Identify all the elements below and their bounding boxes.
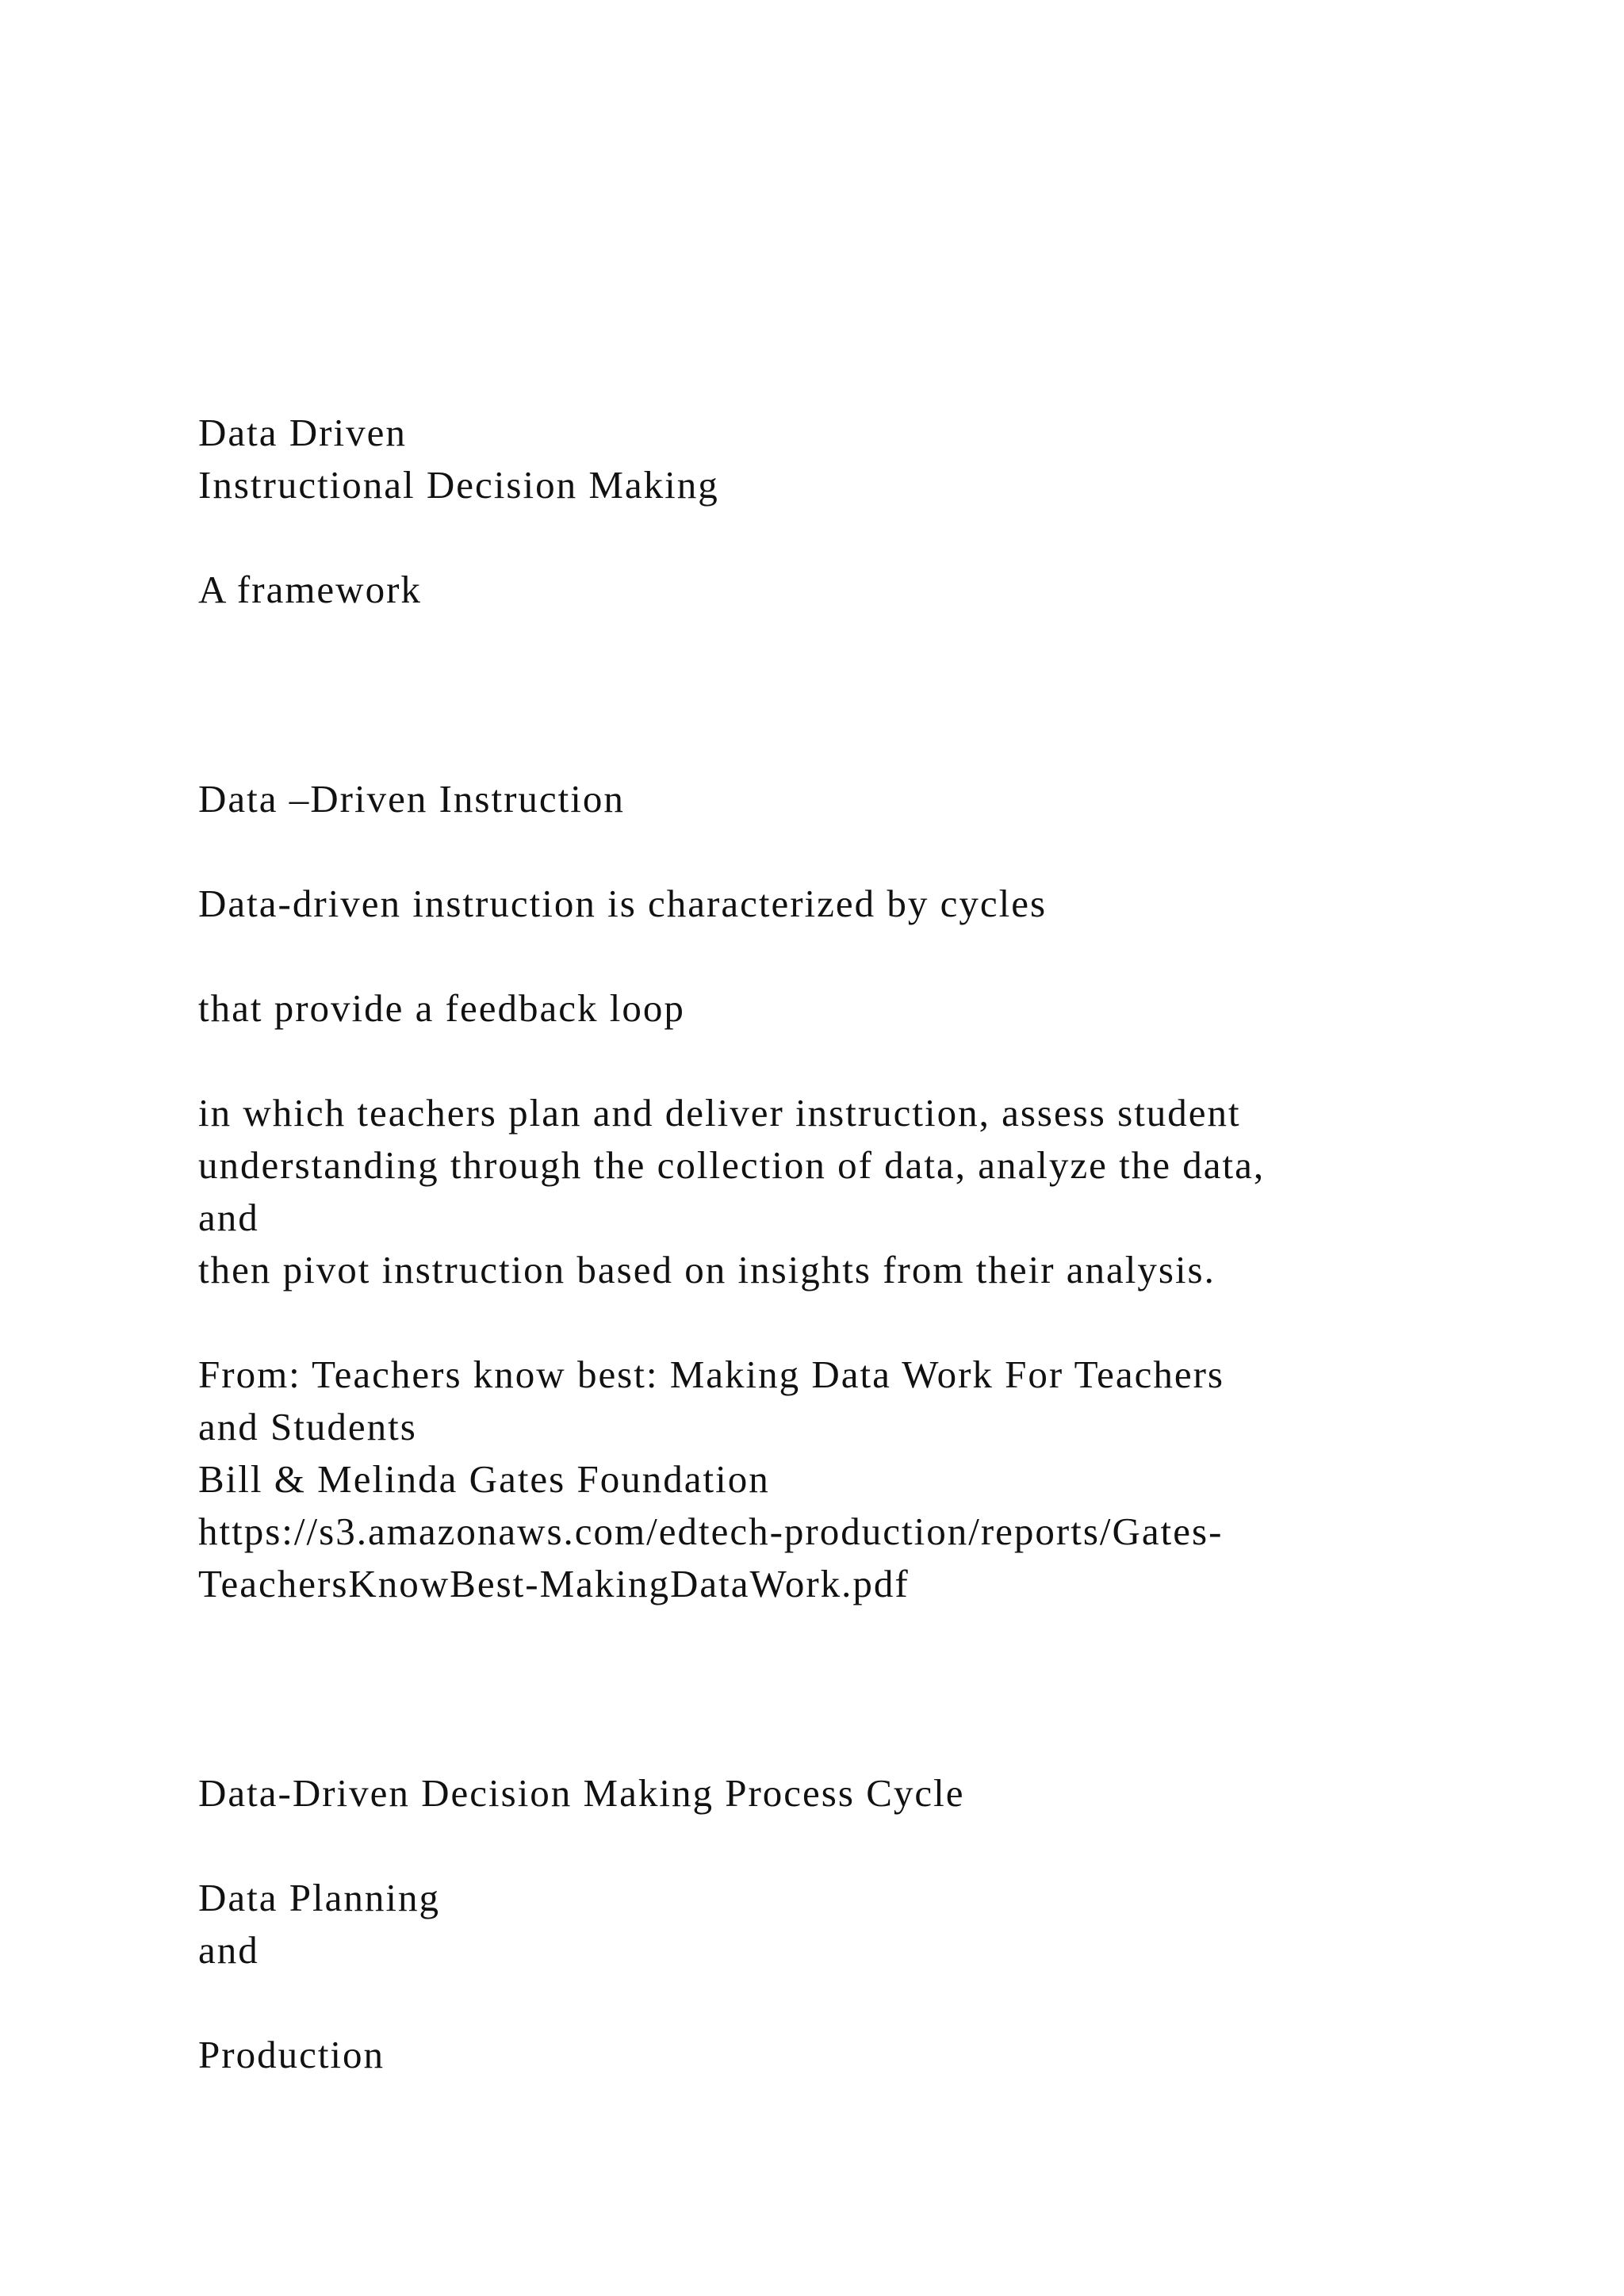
source-url-line-2: TeachersKnowBest-MakingDataWork.pdf [198,1562,910,1605]
source-url-line-1: https://s3.amazonaws.com/edtech-production/reports/Gates- [198,1510,1224,1553]
paragraph-teachers-line-2: understanding through the collection of data, analyze the data, [198,1143,1266,1187]
paragraph-teachers-line-3: and [198,1196,259,1239]
subtitle: A framework [198,568,422,611]
paragraph-teachers-line-1: in which teachers plan and deliver instruction, assess student [198,1091,1241,1135]
section-heading-process-cycle: Data-Driven Decision Making Process Cycle [198,1771,965,1815]
title-line-1: Data Driven [198,411,407,454]
source-line-1: From: Teachers know best: Making Data Work For Teachers [198,1353,1224,1396]
cycle-line-production: Production [198,2033,385,2076]
section-heading-data-driven-instruction: Data –Driven Instruction [198,777,625,821]
source-line-3: Bill & Melinda Gates Foundation [198,1457,770,1501]
cycle-line-and: and [198,1928,259,1972]
cycle-line-data-planning: Data Planning [198,1876,440,1919]
paragraph-teachers-line-4: then pivot instruction based on insights from their analysis. [198,1248,1216,1292]
source-line-2: and Students [198,1405,417,1448]
paragraph-feedback-loop: that provide a feedback loop [198,986,685,1030]
title-line-2: Instructional Decision Making [198,463,719,507]
paragraph-cycles: Data-driven instruction is characterized by cycles [198,882,1048,925]
